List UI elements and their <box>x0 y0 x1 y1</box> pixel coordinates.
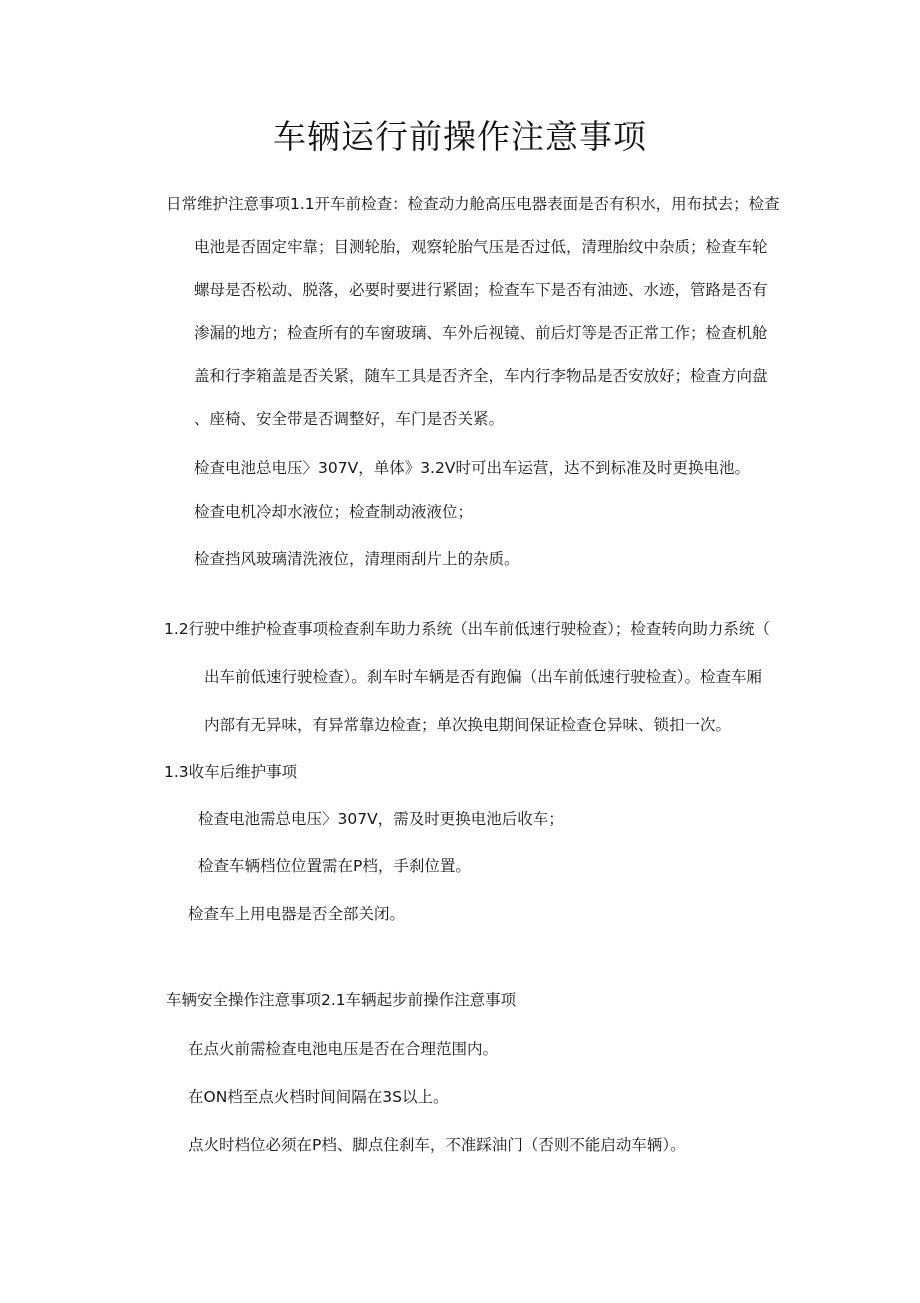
section-heading-1-3: 1.3收车后维护事项 <box>164 763 298 781</box>
washer-fluid-check: 检查挡风玻璃清洗液位，清理雨刮片上的杂质。 <box>194 550 520 568</box>
paragraph-line-1-3: 螺母是否松动、脱落，必要时要进行紧固；检查车下是否有油迹、水迹，管路是否有 <box>194 281 768 299</box>
startup-check-1: 在点火前需检查电池电压是否在合理范围内。 <box>188 1040 499 1058</box>
paragraph-line-1-5: 盖和行李箱盖是否关紧，随车工具是否齐全，车内行李物品是否安放好；检查方向盘 <box>194 367 768 385</box>
paragraph-line-1-6: 、座椅、安全带是否调整好，车门是否关紧。 <box>194 410 505 428</box>
post-run-check-1: 检查电池需总电压〉307V，需及时更换电池后收车； <box>198 810 564 828</box>
driving-maintenance-line-3: 内部有无异味，有异常靠边检查；单次换电期间保证检查仓异味、锁扣一次。 <box>204 716 732 734</box>
startup-check-2: 在ON档至点火档时间间隔在3S以上。 <box>188 1088 449 1106</box>
post-run-check-3: 检查车上用电器是否全部关闭。 <box>188 905 406 923</box>
post-run-check-2: 检查车辆档位位置需在P档，手刹位置。 <box>198 857 471 875</box>
paragraph-line-1-4: 渗漏的地方；检查所有的车窗玻璃、车外后视镜、前后灯等是否正常工作；检查机舱 <box>194 324 768 342</box>
coolant-brake-fluid-check: 检查电机冷却水液位；检查制动液液位； <box>194 503 474 521</box>
battery-voltage-check: 检查电池总电压〉307V，单体》3.2V时可出车运营，达不到标准及时更换电池。 <box>194 459 750 477</box>
paragraph-line-1-1: 日常维护注意事项1.1开车前检查：检查动力舱高压电器表面是否有积水，用布拭去；检查 <box>166 195 780 213</box>
section-heading-2: 车辆安全操作注意事项2.1车辆起步前操作注意事项 <box>166 991 517 1009</box>
startup-check-3: 点火时档位必须在P档、脚点住刹车，不准踩油门（否则不能启动车辆）。 <box>188 1136 686 1154</box>
paragraph-line-1-2: 电池是否固定牢靠；目测轮胎，观察轮胎气压是否过低，清理胎纹中杂质；检查车轮 <box>194 238 768 256</box>
driving-maintenance-line-1: 1.2行驶中维护检查事项检查刹车助力系统（出车前低速行驶检查）；检查转向助力系统（ <box>164 620 770 638</box>
driving-maintenance-line-2: 出车前低速行驶检查）。刹车时车辆是否有跑偏（出车前低速行驶检查）。检查车厢 <box>204 668 763 686</box>
page-title: 车辆运行前操作注意事项 <box>273 117 647 156</box>
